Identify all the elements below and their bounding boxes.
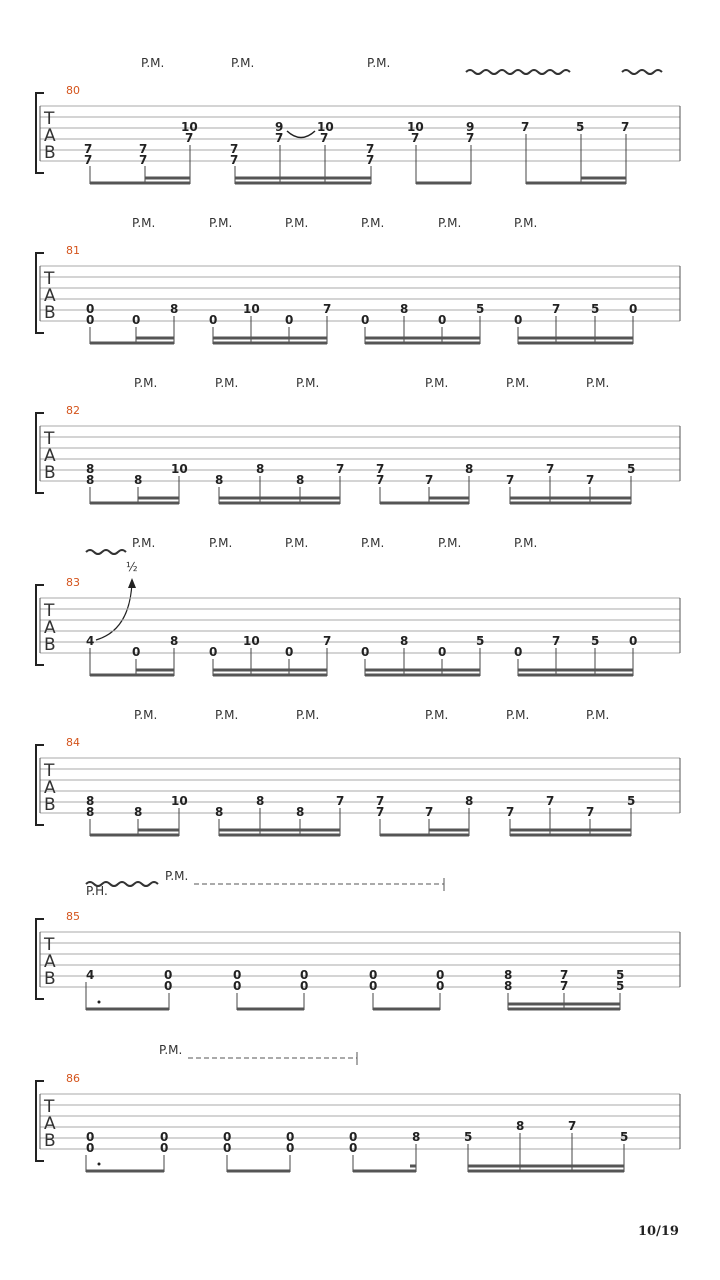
fret-number: 8 — [296, 805, 305, 819]
fret-number: 7 — [376, 805, 385, 819]
fret-number: 0 — [285, 313, 294, 327]
fret-number: 8 — [465, 462, 474, 476]
fret-number: 0 — [86, 302, 95, 316]
pm-mark: P.M. — [285, 536, 309, 550]
fret-number: 10 — [407, 120, 424, 134]
vibrato-mark — [622, 70, 662, 74]
fret-number: 0 — [361, 645, 370, 659]
fret-number: 0 — [349, 1141, 358, 1155]
fret-number: 4 — [86, 968, 95, 982]
measure-number: 83 — [66, 576, 80, 589]
fret-number: 7 — [521, 120, 530, 134]
fret-number: 8 — [215, 805, 224, 819]
fret-number: 0 — [233, 968, 242, 982]
fret-number: 7 — [376, 794, 385, 808]
fret-number: 0 — [160, 1130, 169, 1144]
fret-number: 10 — [243, 302, 260, 316]
fret-number: 9 — [466, 120, 475, 134]
fret-number: 0 — [160, 1141, 169, 1155]
measure-84 — [36, 708, 680, 836]
pm-mark: P.M. — [134, 708, 158, 722]
fret-number: 8 — [170, 634, 179, 648]
pm-mark: P.M. — [132, 216, 156, 230]
tab-clef-letter: A — [44, 126, 56, 146]
measure-81 — [36, 216, 680, 344]
fret-number: 7 — [320, 131, 329, 145]
fret-number: 8 — [400, 634, 409, 648]
fret-number: 8 — [86, 473, 95, 487]
tab-clef-letter: A — [44, 1114, 56, 1134]
pm-mark: P.M. — [159, 1043, 183, 1057]
fret-number: 7 — [366, 153, 375, 167]
fret-number: 0 — [86, 313, 95, 327]
rhythm-beams — [90, 808, 631, 836]
fret-number: 7 — [323, 302, 332, 316]
tab-clef-letter: B — [44, 795, 56, 815]
pm-mark: P.M. — [586, 708, 610, 722]
fret-number: 10 — [171, 794, 188, 808]
fret-number: 0 — [86, 1130, 95, 1144]
fret-number: 10 — [243, 634, 260, 648]
bend-arrowhead — [128, 578, 136, 588]
fret-number: 7 — [185, 131, 194, 145]
measure-number: 81 — [66, 244, 80, 257]
tab-clef-letter: T — [44, 429, 55, 449]
tab-clef-letter: T — [44, 109, 55, 129]
fret-number: 7 — [376, 462, 385, 476]
measure-85 — [36, 869, 680, 1010]
bend-amount: ½ — [126, 560, 138, 574]
fret-number: 7 — [411, 131, 420, 145]
tab-clef-letter: B — [44, 143, 56, 163]
fret-number: 7 — [275, 131, 284, 145]
fret-number: 8 — [134, 805, 143, 819]
fret-number: 7 — [230, 142, 239, 156]
fret-number: 0 — [514, 645, 523, 659]
tab-clef-letter: A — [44, 446, 56, 466]
tab-clef-letter: T — [44, 761, 55, 781]
tab-clef-letter: B — [44, 1131, 56, 1151]
tab-clef-letter: A — [44, 286, 56, 306]
pm-mark: P.M. — [506, 376, 530, 390]
fret-number: 10 — [317, 120, 334, 134]
pm-mark: P.M. — [209, 536, 233, 550]
fret-number: 7 — [560, 979, 569, 993]
fret-number: 0 — [369, 968, 378, 982]
tab-clef-letter: A — [44, 778, 56, 798]
fret-number: 8 — [400, 302, 409, 316]
fret-number: 8 — [504, 979, 513, 993]
fret-number: 7 — [506, 473, 515, 487]
fret-number: 7 — [621, 120, 630, 134]
fret-number: 0 — [300, 968, 309, 982]
fret-number: 0 — [438, 645, 447, 659]
fret-number: 5 — [476, 302, 485, 316]
pm-mark: P.M. — [425, 708, 449, 722]
fret-number: 7 — [506, 805, 515, 819]
measure-83 — [36, 536, 680, 676]
fret-number: 0 — [164, 968, 173, 982]
pm-mark: P.M. — [215, 376, 239, 390]
fret-number: 5 — [476, 634, 485, 648]
fret-number: 5 — [627, 462, 636, 476]
fret-number: 0 — [514, 313, 523, 327]
measure-80 — [36, 56, 680, 184]
fret-number: 0 — [286, 1141, 295, 1155]
fret-number: 8 — [86, 794, 95, 808]
fret-number: 7 — [84, 142, 93, 156]
tab-clef-letter: B — [44, 635, 56, 655]
pm-mark: P.M. — [209, 216, 233, 230]
pm-mark: P.M. — [134, 376, 158, 390]
fret-number: 0 — [349, 1130, 358, 1144]
fret-number: 4 — [86, 634, 95, 648]
pm-mark: P.M. — [361, 216, 385, 230]
tab-clef-letter: B — [44, 303, 56, 323]
measure-86 — [36, 1043, 680, 1172]
fret-number: 7 — [425, 473, 434, 487]
fret-number: 0 — [436, 979, 445, 993]
fret-number: 0 — [86, 1141, 95, 1155]
pm-mark: P.M. — [438, 216, 462, 230]
fret-number: 0 — [285, 645, 294, 659]
tab-clef-letter: B — [44, 463, 56, 483]
pm-mark: P.M. — [361, 536, 385, 550]
fret-number: 7 — [586, 805, 595, 819]
pm-mark: P.M. — [514, 216, 538, 230]
pm-mark: P.M. — [215, 708, 239, 722]
fret-number: 7 — [376, 473, 385, 487]
fret-number: 5 — [620, 1130, 629, 1144]
measure-number: 82 — [66, 404, 80, 417]
fret-number: 7 — [336, 794, 345, 808]
fret-number: 0 — [629, 634, 638, 648]
fret-number: 0 — [233, 979, 242, 993]
tab-clef-letter: T — [44, 269, 55, 289]
measure-number: 80 — [66, 84, 80, 97]
fret-number: 7 — [552, 302, 561, 316]
fret-number: 5 — [616, 979, 625, 993]
rhythm-beams — [90, 134, 626, 184]
fret-number: 7 — [466, 131, 475, 145]
page-number: 10/19 — [638, 1224, 679, 1239]
fret-number: 7 — [323, 634, 332, 648]
measure-number: 86 — [66, 1072, 80, 1085]
fret-number: 7 — [546, 794, 555, 808]
fret-number: 7 — [568, 1119, 577, 1133]
pm-mark: P.M. — [586, 376, 610, 390]
fret-number: 0 — [223, 1141, 232, 1155]
fret-number: 7 — [552, 634, 561, 648]
fret-number: 0 — [436, 968, 445, 982]
pm-mark: P.M. — [425, 376, 449, 390]
fret-number: 10 — [181, 120, 198, 134]
fret-number: 0 — [223, 1130, 232, 1144]
rhythm-beams — [90, 476, 631, 504]
fret-number: 8 — [256, 462, 265, 476]
fret-number: 7 — [425, 805, 434, 819]
fret-number: 0 — [209, 313, 218, 327]
fret-number: 0 — [300, 979, 309, 993]
fret-number: 0 — [132, 313, 141, 327]
pm-mark: P.M. — [132, 536, 156, 550]
vibrato-mark — [86, 550, 126, 554]
pm-mark: P.M. — [367, 56, 391, 70]
fret-number: 5 — [616, 968, 625, 982]
fret-number: 7 — [586, 473, 595, 487]
ph-mark: P.H. — [86, 884, 108, 898]
fret-number: 8 — [134, 473, 143, 487]
pm-mark: P.M. — [514, 536, 538, 550]
pm-mark: P.M. — [165, 869, 189, 883]
tab-clef-letter: A — [44, 618, 56, 638]
fret-number: 0 — [209, 645, 218, 659]
fret-number: 0 — [132, 645, 141, 659]
tab-clef-letter: A — [44, 952, 56, 972]
fret-number: 0 — [361, 313, 370, 327]
pm-mark: P.M. — [141, 56, 165, 70]
fret-number: 7 — [560, 968, 569, 982]
measure-82 — [36, 376, 680, 504]
measure-number: 84 — [66, 736, 80, 749]
tab-clef-letter: T — [44, 1097, 55, 1117]
fret-number: 8 — [215, 473, 224, 487]
fret-number: 0 — [164, 979, 173, 993]
fret-number: 0 — [369, 979, 378, 993]
pm-mark: P.M. — [296, 376, 320, 390]
fret-number: 8 — [504, 968, 513, 982]
tab-clef-letter: B — [44, 969, 56, 989]
fret-number: 9 — [275, 120, 284, 134]
fret-number: 7 — [230, 153, 239, 167]
fret-number: 0 — [286, 1130, 295, 1144]
fret-number: 7 — [139, 142, 148, 156]
fret-number: 5 — [464, 1130, 473, 1144]
fret-number: 7 — [139, 153, 148, 167]
fret-number: 5 — [627, 794, 636, 808]
pm-mark: P.M. — [285, 216, 309, 230]
fret-number: 7 — [84, 153, 93, 167]
fret-number: 0 — [629, 302, 638, 316]
pm-mark: P.M. — [438, 536, 462, 550]
pm-mark: P.M. — [231, 56, 255, 70]
pm-mark: P.M. — [296, 708, 320, 722]
fret-number: 8 — [86, 805, 95, 819]
tab-clef-letter: T — [44, 935, 55, 955]
fret-number: 8 — [516, 1119, 525, 1133]
measure-number: 85 — [66, 910, 80, 923]
fret-number: 8 — [256, 794, 265, 808]
fret-number: 8 — [296, 473, 305, 487]
fret-number: 8 — [86, 462, 95, 476]
fret-number: 8 — [170, 302, 179, 316]
fret-number: 5 — [576, 120, 585, 134]
pm-mark: P.M. — [506, 708, 530, 722]
fret-number: 8 — [465, 794, 474, 808]
fret-number: 10 — [171, 462, 188, 476]
fret-number: 7 — [336, 462, 345, 476]
fret-number: 7 — [546, 462, 555, 476]
fret-number: 7 — [366, 142, 375, 156]
tab-clef-letter: T — [44, 601, 55, 621]
fret-number: 5 — [591, 302, 600, 316]
fret-number: 8 — [412, 1130, 421, 1144]
fret-number: 5 — [591, 634, 600, 648]
vibrato-mark — [466, 70, 570, 74]
slur-mark — [287, 131, 315, 138]
fret-number: 0 — [438, 313, 447, 327]
